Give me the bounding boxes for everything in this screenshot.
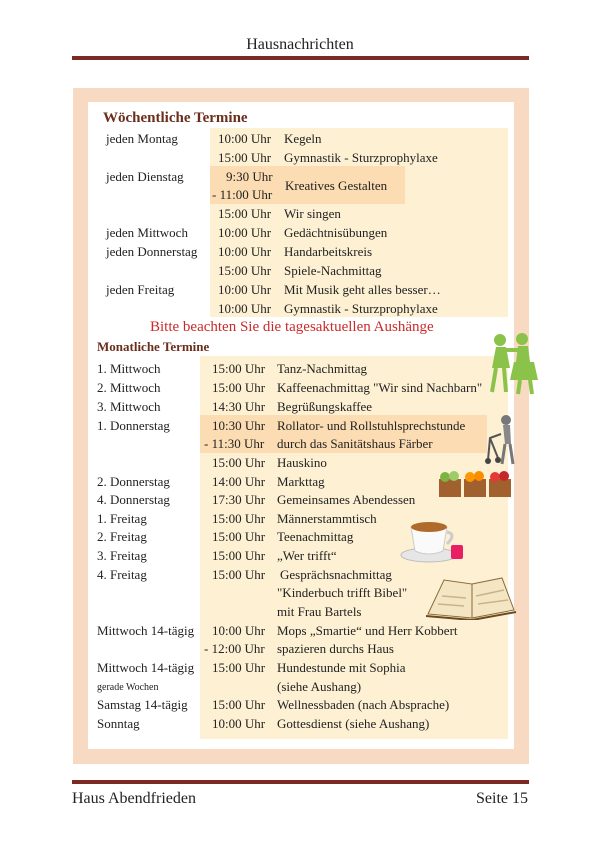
monthly-time: 15:00 Uhr xyxy=(212,361,266,376)
weekly-day: jeden Donnerstag xyxy=(106,244,198,259)
page-header-title: Hausnachrichten xyxy=(246,36,354,53)
weekly-activity: Handarbeitskreis xyxy=(284,244,373,259)
monthly-activity: Mops „Smartie“ und Herr Kobbert xyxy=(277,623,458,638)
footer-page-number: Seite 15 xyxy=(476,790,528,807)
weekly-time: 15:00 Uhr xyxy=(218,150,272,165)
monthly-activity: Begrüßungskaffee xyxy=(277,399,373,414)
rollator-icon xyxy=(484,414,518,466)
monthly-time: 15:00 Uhr xyxy=(212,697,266,712)
monthly-time: 15:00 Uhr xyxy=(212,567,266,582)
weekly-time: 9:30 Uhr xyxy=(226,169,273,184)
monthly-day: 1. Mittwoch xyxy=(97,361,161,376)
monthly-time: 15:00 Uhr xyxy=(212,380,266,395)
weekly-activity: Kreatives Gestalten xyxy=(285,178,388,193)
teacup-icon xyxy=(399,513,469,565)
monthly-day: 3. Mittwoch xyxy=(97,399,161,414)
weekly-time: 10:00 Uhr xyxy=(218,131,272,146)
monthly-time: 15:00 Uhr xyxy=(212,511,266,526)
monthly-activity: Männerstammtisch xyxy=(277,511,377,526)
monthly-activity: Rollator- und Rollstuhlsprechstunde xyxy=(277,418,466,433)
weekly-activity: Gymnastik - Sturzprophylaxe xyxy=(284,301,438,316)
monthly-day: 2. Donnerstag xyxy=(97,474,170,489)
header-divider xyxy=(72,56,529,60)
weekly-day: jeden Dienstag xyxy=(106,169,184,184)
monthly-activity: Gottesdienst (siehe Aushang) xyxy=(277,716,430,731)
monthly-day: 1. Donnerstag xyxy=(97,418,170,433)
weekly-day: jeden Mittwoch xyxy=(106,225,188,240)
monthly-day: 3. Freitag xyxy=(97,548,147,563)
weekly-time: 15:00 Uhr xyxy=(218,206,272,221)
monthly-activity: Teenachmittag xyxy=(277,529,354,544)
monthly-time: 14:00 Uhr xyxy=(212,474,266,489)
footer-divider xyxy=(72,780,529,784)
weekly-time: 10:00 Uhr xyxy=(218,301,272,316)
monthly-time: 14:30 Uhr xyxy=(212,399,266,414)
monthly-time: 10:00 Uhr xyxy=(212,716,266,731)
notice-text: Bitte beachten Sie die tagesaktuellen Aushänge xyxy=(150,319,434,335)
monthly-day: 1. Freitag xyxy=(97,511,147,526)
monthly-day: 4. Donnerstag xyxy=(97,492,170,507)
weekly-activity: Spiele-Nachmittag xyxy=(284,263,382,278)
monthly-time: 15:00 Uhr xyxy=(212,455,266,470)
monthly-day: Mittwoch 14-tägig xyxy=(97,660,195,675)
monthly-activity: Gemeinsames Abendessen xyxy=(277,492,416,507)
monthly-activity: Kaffeenachmittag "Wir sind Nachbarn" xyxy=(277,380,483,395)
monthly-time: 15:00 Uhr xyxy=(212,660,266,675)
monthly-time: 17:30 Uhr xyxy=(212,492,266,507)
monthly-day: 2. Mittwoch xyxy=(97,380,161,395)
monthly-day: 4. Freitag xyxy=(97,567,147,582)
weekly-activity: Mit Musik geht alles besser… xyxy=(284,282,441,297)
weekly-time: 10:00 Uhr xyxy=(218,244,272,259)
monthly-day: 2. Freitag xyxy=(97,529,147,544)
monthly-activity: (siehe Aushang) xyxy=(277,679,362,694)
monthly-time: - 12:00 Uhr xyxy=(204,641,265,656)
weekly-day: jeden Freitag xyxy=(106,282,175,297)
monthly-day: Sonntag xyxy=(97,716,140,731)
monthly-time: 10:00 Uhr xyxy=(212,623,266,638)
dancers-icon xyxy=(484,332,540,396)
open-book-icon xyxy=(424,574,518,620)
monthly-time: - 11:30 Uhr xyxy=(204,436,265,451)
weekly-title: Wöchentliche Termine xyxy=(103,110,248,126)
monthly-activity: durch das Sanitätshaus Färber xyxy=(277,436,433,451)
weekly-time: - 11:00 Uhr xyxy=(212,187,273,202)
monthly-activity: mit Frau Bartels xyxy=(277,604,362,619)
monthly-time: 15:00 Uhr xyxy=(212,529,266,544)
footer-house-name: Haus Abendfrieden xyxy=(72,790,196,807)
monthly-day: Samstag 14-tägig xyxy=(97,697,188,712)
weekly-activity: Gymnastik - Sturzprophylaxe xyxy=(284,150,438,165)
market-crates-icon xyxy=(437,465,515,499)
weekly-time: 15:00 Uhr xyxy=(218,263,272,278)
monthly-activity: Tanz-Nachmittag xyxy=(277,361,368,376)
monthly-activity: Wellnessbaden (nach Absprache) xyxy=(277,697,450,712)
monthly-time: 10:30 Uhr xyxy=(212,418,266,433)
weekly-time: 10:00 Uhr xyxy=(218,282,272,297)
monthly-activity: "Kinderbuch trifft Bibel" xyxy=(277,585,408,600)
monthly-time: 15:00 Uhr xyxy=(212,548,266,563)
weekly-activity: Kegeln xyxy=(284,131,322,146)
monthly-day: gerade Wochen xyxy=(97,682,159,693)
monthly-activity: Markttag xyxy=(277,474,325,489)
monthly-activity: Hundestunde mit Sophia xyxy=(277,660,406,675)
monthly-day: Mittwoch 14-tägig xyxy=(97,623,195,638)
weekly-day: jeden Montag xyxy=(106,131,178,146)
monthly-activity: spazieren durchs Haus xyxy=(277,641,394,656)
weekly-time: 10:00 Uhr xyxy=(218,225,272,240)
monthly-title: Monatliche Termine xyxy=(97,339,210,354)
monthly-activity: „Wer trifft“ xyxy=(277,548,337,563)
weekly-activity: Wir singen xyxy=(284,206,341,221)
monthly-activity: Gesprächsnachmittag xyxy=(280,567,392,582)
weekly-activity: Gedächtnisübungen xyxy=(284,225,388,240)
monthly-activity: Hauskino xyxy=(277,455,327,470)
